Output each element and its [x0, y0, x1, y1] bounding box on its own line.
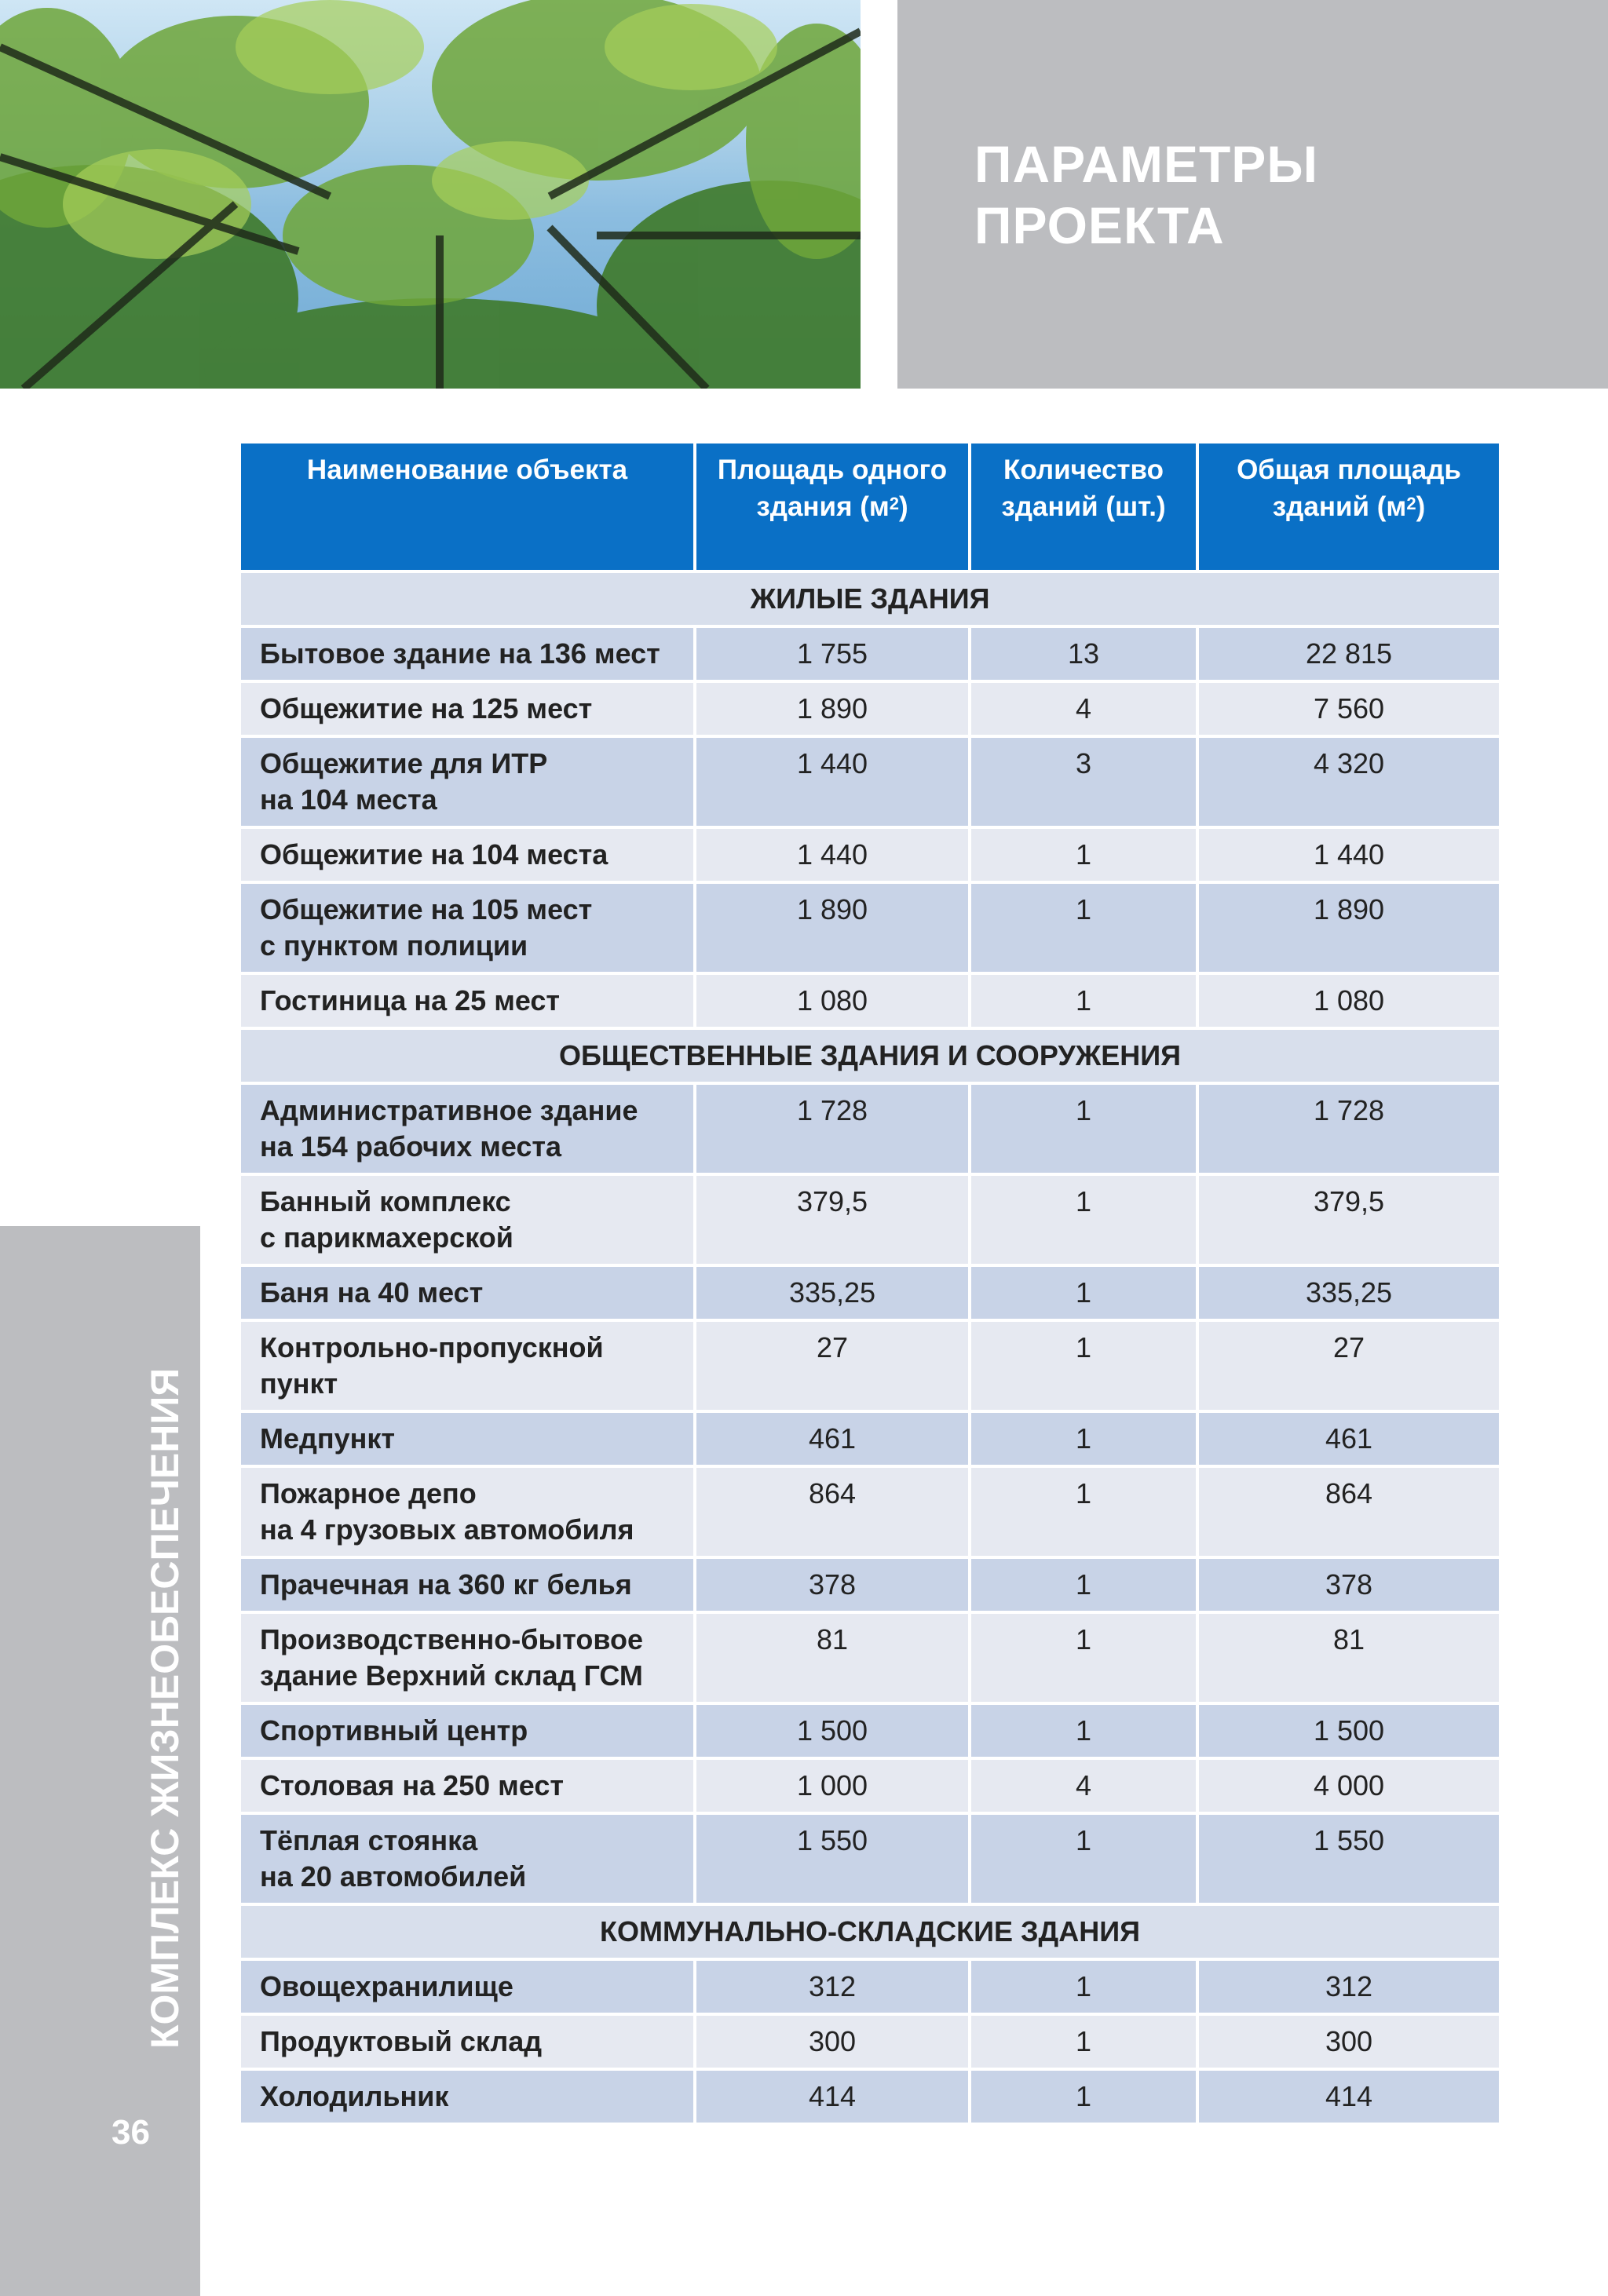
cell-area: 1 890	[696, 881, 971, 972]
cell-total: 414	[1199, 2068, 1499, 2123]
table-row	[241, 1757, 1499, 1812]
cell-object-name: Общежитие на 104 места	[241, 826, 696, 881]
cell-count: 1	[971, 1410, 1199, 1465]
cell-area: 461	[696, 1410, 971, 1465]
cell-area: 1 890	[696, 680, 971, 735]
table-row	[241, 680, 1499, 735]
cell-area: 335,25	[696, 1264, 971, 1319]
cell-count: 1	[971, 1264, 1199, 1319]
header-photo-forest	[0, 0, 861, 389]
title-block	[897, 0, 1608, 389]
cell-total: 4 000	[1199, 1757, 1499, 1812]
table-row	[241, 1958, 1499, 2013]
cell-object-name: Бытовое здание на 136 мест	[241, 625, 696, 680]
cell-area: 1 755	[696, 625, 971, 680]
cell-object-name: Общежитие на 125 мест	[241, 680, 696, 735]
section-title: КОММУНАЛЬНО-СКЛАДСКИЕ ЗДАНИЯ	[241, 1903, 1499, 1958]
cell-count: 1	[971, 2068, 1199, 2123]
section-header-row	[241, 570, 1499, 625]
cell-total: 4 320	[1199, 735, 1499, 826]
table-row	[241, 735, 1499, 826]
column-header-area: Площадь одного здания $(м^2)$	[696, 444, 971, 570]
cell-total: 1 728	[1199, 1082, 1499, 1173]
table-body	[241, 570, 1499, 2123]
cell-total: 379,5	[1199, 1173, 1499, 1264]
cell-area: 379,5	[696, 1173, 971, 1264]
cell-count: 1	[971, 1812, 1199, 1903]
cell-count: 1	[971, 1958, 1199, 2013]
cell-total: 461	[1199, 1410, 1499, 1465]
cell-object-name: Холодильник	[241, 2068, 696, 2123]
cell-area: 312	[696, 1958, 971, 2013]
cell-area: 1 440	[696, 826, 971, 881]
table-row	[241, 625, 1499, 680]
table-row	[241, 1465, 1499, 1556]
cell-total: 864	[1199, 1465, 1499, 1556]
table-row	[241, 1410, 1499, 1465]
cell-count: 1	[971, 1082, 1199, 1173]
side-caption-line1: КОМПЛЕКС ЖИЗНЕОБЕСПЕЧЕНИЯ	[143, 1367, 187, 2049]
cell-area: 1 500	[696, 1702, 971, 1757]
cell-count: 4	[971, 680, 1199, 735]
table-row	[241, 1319, 1499, 1410]
cell-object-name: Столовая на 250 мест	[241, 1757, 696, 1812]
cell-object-name: Овощехранилище	[241, 1958, 696, 2013]
cell-area: 1 728	[696, 1082, 971, 1173]
project-parameters-table	[241, 444, 1499, 2123]
forest-canopy-image	[0, 0, 861, 389]
cell-total: 27	[1199, 1319, 1499, 1410]
cell-area: 27	[696, 1319, 971, 1410]
cell-object-name: Продуктовый склад	[241, 2013, 696, 2068]
cell-total: 378	[1199, 1556, 1499, 1611]
cell-area: 1 550	[696, 1812, 971, 1903]
section-header-row	[241, 1027, 1499, 1082]
cell-total: 1 550	[1199, 1812, 1499, 1903]
section-title: ОБЩЕСТВЕННЫЕ ЗДАНИЯ И СООРУЖЕНИЯ	[241, 1027, 1499, 1082]
table-row	[241, 826, 1499, 881]
cell-total: 312	[1199, 1958, 1499, 2013]
table-row	[241, 1812, 1499, 1903]
cell-count: 1	[971, 2013, 1199, 2068]
cell-object-name: Пожарное депо на 4 грузовых автомобиля	[241, 1465, 696, 1556]
page-title: ПАРАМЕТРЫ ПРОЕКТА	[974, 135, 1318, 254]
cell-area: 1 080	[696, 972, 971, 1027]
column-header-total: Общая площадь зданий $(м^2)$	[1199, 444, 1499, 570]
cell-object-name: Общежитие для ИТР на 104 места	[241, 735, 696, 826]
cell-object-name: Медпункт	[241, 1410, 696, 1465]
cell-total: 335,25	[1199, 1264, 1499, 1319]
cell-total: 7 560	[1199, 680, 1499, 735]
table-row	[241, 1082, 1499, 1173]
cell-area: 81	[696, 1611, 971, 1702]
cell-object-name: Баня на 40 мест	[241, 1264, 696, 1319]
cell-count: 1	[971, 881, 1199, 972]
cell-object-name: Гостиница на 25 мест	[241, 972, 696, 1027]
cell-area: 1 000	[696, 1757, 971, 1812]
cell-total: 1 080	[1199, 972, 1499, 1027]
table-row	[241, 972, 1499, 1027]
table-header-row	[241, 444, 1499, 570]
column-header-name: Наименование объекта	[241, 444, 696, 570]
cell-area: 378	[696, 1556, 971, 1611]
table-row	[241, 881, 1499, 972]
side-caption-line2: П. САБЕТТА	[193, 1311, 237, 1546]
cell-object-name: Тёплая стоянка на 20 автомобилей	[241, 1812, 696, 1903]
cell-count: 1	[971, 1702, 1199, 1757]
cell-object-name: Общежитие на 105 мест с пунктом полиции	[241, 881, 696, 972]
cell-total: 22 815	[1199, 625, 1499, 680]
cell-count: 1	[971, 1319, 1199, 1410]
page-number: 36	[111, 2113, 150, 2152]
cell-total: 1 500	[1199, 1702, 1499, 1757]
cell-area: 414	[696, 2068, 971, 2123]
table-row	[241, 1173, 1499, 1264]
cell-object-name: Банный комплекс с парикмахерской	[241, 1173, 696, 1264]
cell-area: 1 440	[696, 735, 971, 826]
cell-area: 864	[696, 1465, 971, 1556]
cell-count: 13	[971, 625, 1199, 680]
table-row	[241, 1611, 1499, 1702]
table	[241, 444, 1499, 2123]
table-row	[241, 1556, 1499, 1611]
cell-count: 1	[971, 1556, 1199, 1611]
cell-total: 300	[1199, 2013, 1499, 2068]
cell-total: 81	[1199, 1611, 1499, 1702]
cell-count: 1	[971, 1465, 1199, 1556]
table-row	[241, 2068, 1499, 2123]
side-caption	[140, 1311, 240, 2049]
cell-count: 4	[971, 1757, 1199, 1812]
section-title: ЖИЛЫЕ ЗДАНИЯ	[241, 570, 1499, 625]
cell-area: 300	[696, 2013, 971, 2068]
table-row	[241, 1264, 1499, 1319]
cell-object-name: Спортивный центр	[241, 1702, 696, 1757]
table-row	[241, 1702, 1499, 1757]
cell-total: 1 440	[1199, 826, 1499, 881]
section-header-row	[241, 1903, 1499, 1958]
column-header-count: Количество зданий (шт.)	[971, 444, 1199, 570]
cell-count: 1	[971, 826, 1199, 881]
cell-object-name: Производственно-бытовое здание Верхний склад ГСМ	[241, 1611, 696, 1702]
cell-object-name: Контрольно-пропускной пункт	[241, 1319, 696, 1410]
cell-total: 1 890	[1199, 881, 1499, 972]
cell-object-name: Прачечная на 360 кг белья	[241, 1556, 696, 1611]
cell-count: 1	[971, 1173, 1199, 1264]
cell-count: 1	[971, 972, 1199, 1027]
cell-count: 1	[971, 1611, 1199, 1702]
cell-object-name: Административное здание на 154 рабочих места	[241, 1082, 696, 1173]
cell-count: 3	[971, 735, 1199, 826]
table-row	[241, 2013, 1499, 2068]
